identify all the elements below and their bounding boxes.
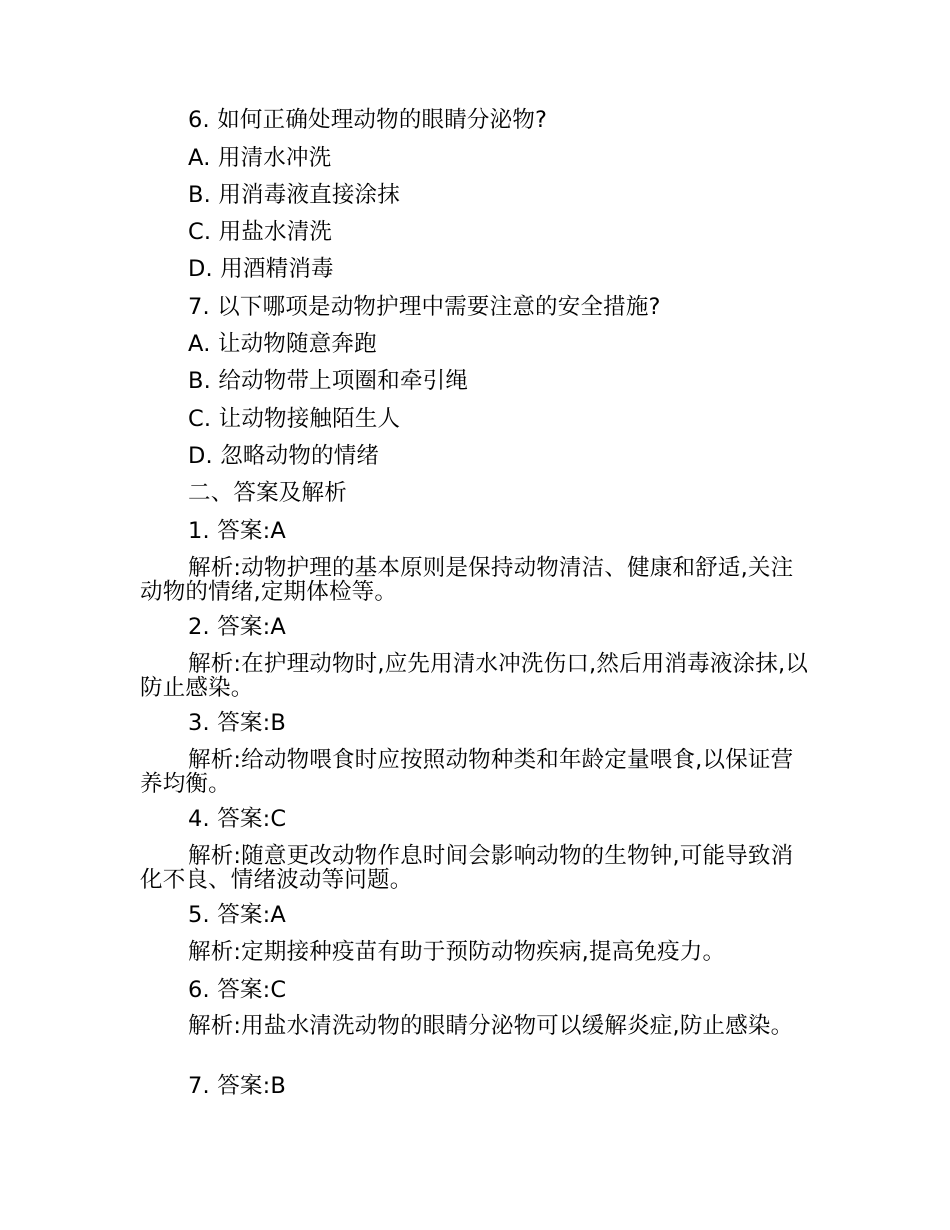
question-7-option-c: C. 让动物接触陌生人: [188, 406, 401, 432]
answer-6: 6. 答案:C: [188, 977, 287, 1003]
answer-7: 7. 答案:B: [188, 1073, 287, 1099]
answer-2: 2. 答案:A: [188, 614, 286, 640]
explanation-4: 解析:随意更改动物作息时间会影响动物的生物钟,可能导致消化不良、情绪波动等问题。: [140, 843, 794, 893]
explanation-2: 解析:在护理动物时,应先用清水冲洗伤口,然后用消毒液涂抹,以防止感染。: [140, 651, 809, 701]
question-6-stem: 6. 如何正确处理动物的眼睛分泌物?: [188, 107, 548, 133]
answers-heading: 二、答案及解析: [188, 480, 347, 506]
explanation-6: 解析:用盐水清洗动物的眼睛分泌物可以缓解炎症,防止感染。: [188, 1013, 794, 1039]
explanation-3: 解析:给动物喂食时应按照动物种类和年龄定量喂食,以保证营养均衡。: [140, 747, 794, 797]
question-6-option-b: B. 用消毒液直接涂抹: [188, 182, 400, 208]
answer-1: 1. 答案:A: [188, 518, 286, 544]
explanation-5: 解析:定期接种疫苗有助于预防动物疾病,提高免疫力。: [188, 939, 726, 965]
question-6-option-d: D. 用酒精消毒: [188, 256, 334, 282]
answer-3: 3. 答案:B: [188, 710, 287, 736]
question-7-stem: 7. 以下哪项是动物护理中需要注意的安全措施?: [188, 294, 661, 320]
question-7-option-d: D. 忽略动物的情绪: [188, 443, 380, 469]
question-7-option-b: B. 给动物带上项圈和牵引绳: [188, 368, 469, 394]
question-6-option-c: C. 用盐水清洗: [188, 219, 333, 245]
question-6-option-a: A. 用清水冲洗: [188, 145, 332, 171]
answer-5: 5. 答案:A: [188, 902, 286, 928]
explanation-1: 解析:动物护理的基本原则是保持动物清洁、健康和舒适,关注动物的情绪,定期体检等。: [140, 555, 794, 605]
answer-4: 4. 答案:C: [188, 806, 287, 832]
question-7-option-a: A. 让动物随意奔跑: [188, 331, 377, 357]
